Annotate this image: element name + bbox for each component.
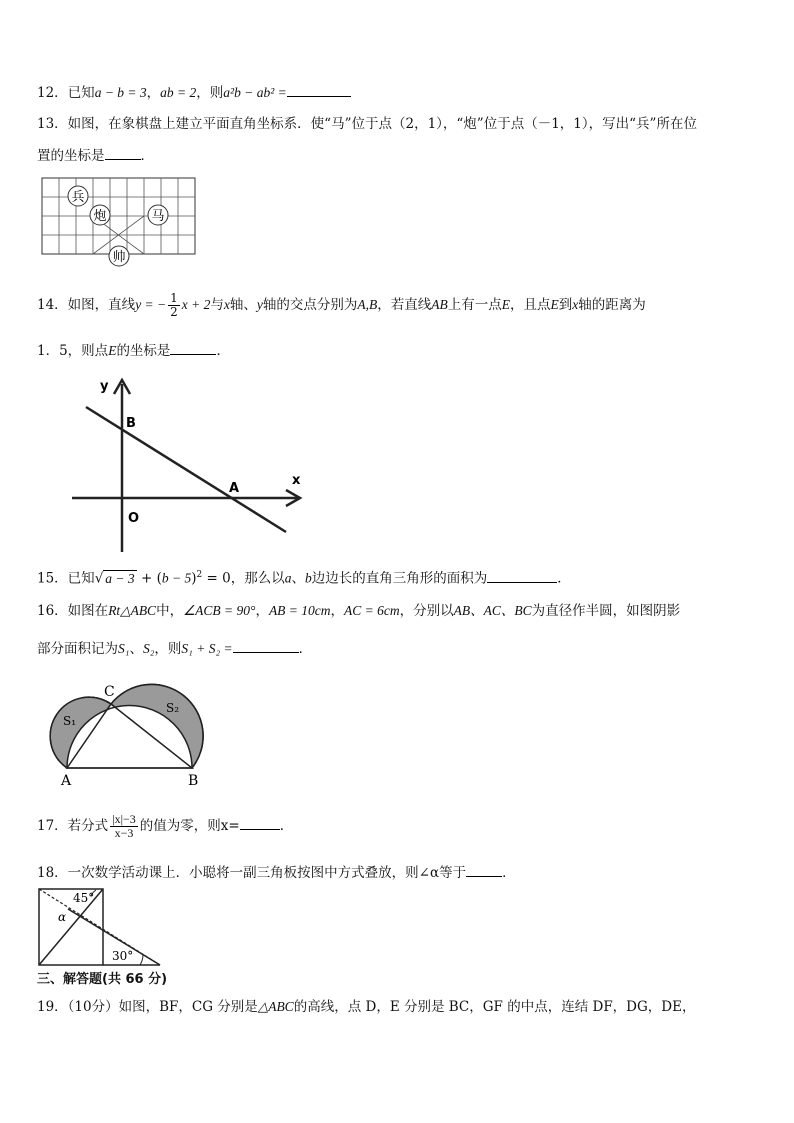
answer-blank[interactable] bbox=[466, 862, 502, 877]
question-13-line2: 置的坐标是 ． bbox=[37, 145, 154, 166]
triangle-set-figure bbox=[36, 886, 166, 968]
x-label: x bbox=[292, 473, 301, 488]
piece-bing bbox=[68, 186, 88, 206]
label-alpha: α bbox=[58, 910, 67, 924]
label-45: 45° bbox=[73, 891, 95, 905]
q12-expr2: ab = 2 bbox=[160, 85, 197, 100]
question-18: 18．一次数学活动课上．小聪将一副三角板按图中方式叠放，则∠α等于 ． bbox=[37, 862, 516, 883]
chess-board-figure bbox=[40, 176, 200, 272]
semicircle-figure bbox=[45, 680, 215, 790]
answer-blank[interactable] bbox=[105, 145, 141, 160]
point-b-label: B bbox=[126, 416, 136, 431]
svg-text:兵: 兵 bbox=[71, 190, 85, 205]
svg-text:帅: 帅 bbox=[112, 250, 126, 265]
question-17: 17．若分式 $\frac{|x|-3}{x-3}$ 的值为零，则x= ． bbox=[37, 812, 294, 840]
line-graph-figure bbox=[66, 372, 316, 558]
answer-blank[interactable] bbox=[240, 815, 280, 830]
piece-shuai bbox=[109, 246, 129, 266]
fraction: $\frac{|x|-3}{x-3}$ bbox=[112, 812, 136, 840]
fraction: $\frac{1}{2}$ bbox=[170, 291, 178, 319]
label-b: B bbox=[188, 773, 199, 789]
section-title: 三、解答题(共 66 分) bbox=[37, 972, 168, 987]
question-13-line1: 13．如图，在象棋盘上建立平面直角坐标系．使“马”位于点（2，1），“炮”位于点（－1，1），写出“兵”所在位 bbox=[37, 116, 697, 132]
question-14-line1: 14．如图，直线y = − $\frac{1}{2}$ x + 2与x轴、y轴的交点分别为A,B，若直线AB上有一点E，且点E到x轴的距离为 bbox=[37, 291, 646, 319]
board-grid bbox=[42, 178, 195, 254]
label-30: 30° bbox=[112, 949, 134, 963]
svg-text:炮: 炮 bbox=[93, 209, 107, 224]
q12-expr1: a − b = 3 bbox=[94, 85, 147, 100]
label-a: A bbox=[61, 773, 72, 789]
point-a-label: A bbox=[229, 481, 240, 496]
label-c: C bbox=[104, 684, 115, 700]
question-19: 19．（10分）如图，BF，CG 分别是△ABC的高线，点 D，E 分别是 BC，GF 的中点，连结 DF，DG，DE， bbox=[37, 999, 696, 1015]
piece-pao bbox=[90, 205, 110, 225]
question-16-line2: 部分面积记为S₁、S₂，则S₁ + S₂ = ． bbox=[37, 638, 312, 659]
piece-ma bbox=[148, 205, 168, 225]
origin-label: O bbox=[128, 511, 140, 526]
y-label: y bbox=[100, 379, 109, 394]
answer-blank[interactable] bbox=[170, 340, 216, 355]
answer-blank[interactable] bbox=[487, 568, 557, 583]
question-16-line1: 16．如图在Rt△ABC中，∠ACB = 90°，AB = 10cm，AC = 6cm，分别以AB、AC、BC为直径作半圆，如图阴影 bbox=[37, 603, 681, 619]
question-15: 15．已知√ $a - 3 + (b - 5)^2 = 0$，那么以a、b边边长的直角三角形的面积为 ． bbox=[37, 563, 571, 591]
svg-text:马: 马 bbox=[151, 209, 165, 224]
label-s1: S₁ bbox=[63, 714, 77, 728]
answer-blank[interactable] bbox=[287, 82, 351, 97]
line-ab bbox=[86, 407, 286, 532]
label-s2: S₂ bbox=[166, 701, 180, 715]
question-12: 12．已知a − b = 3，ab = 2，则a²b − ab² = bbox=[37, 82, 351, 103]
answer-blank[interactable] bbox=[233, 638, 299, 653]
q12-expr3: a²b − ab² = bbox=[223, 85, 287, 100]
question-14-line2: 1．5，则点E的坐标是 ． bbox=[37, 340, 230, 361]
